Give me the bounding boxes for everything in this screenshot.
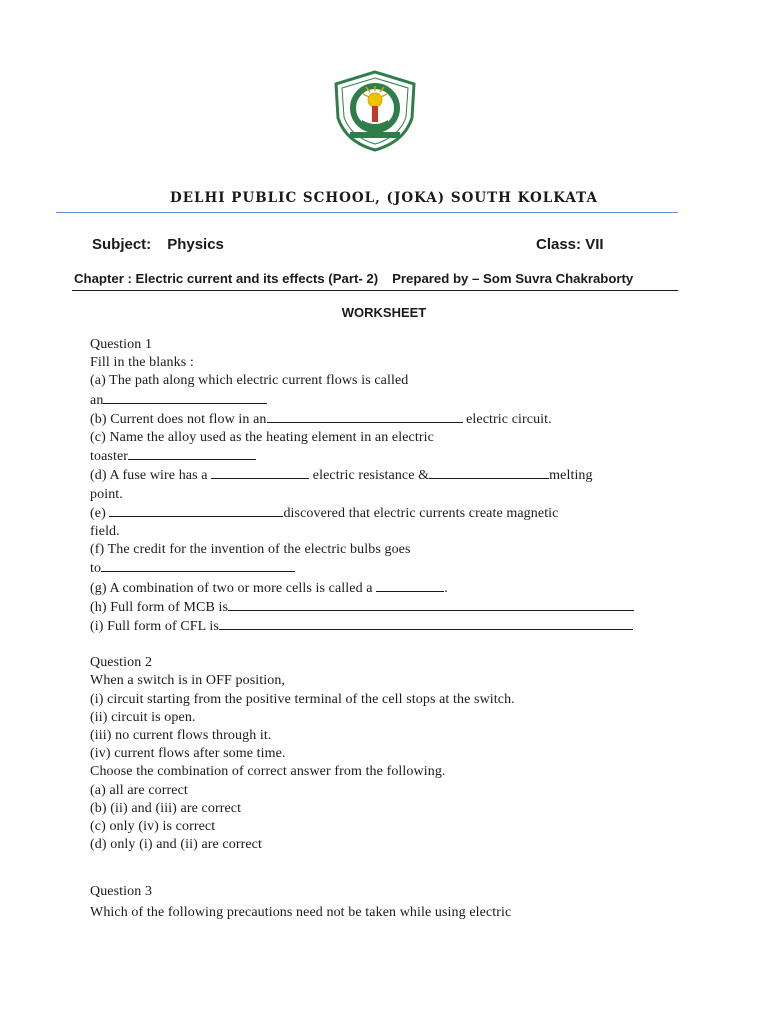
q1-c-line1: (c) Name the alloy used as the heating element in an electric (90, 430, 434, 446)
q2-option-b: (b) (ii) and (iii) are correct (90, 800, 242, 816)
chapter-line (74, 271, 633, 286)
q1-e-line1: (e) discovered that electric currents create magnetic (90, 505, 559, 521)
q1-d-line1: (d) A fuse wire has a electric resistance & melting (90, 468, 593, 484)
subject-value: Physics (167, 236, 224, 253)
q1-b: (b) Current does not flow in an electric circuit. (90, 411, 552, 427)
spacer (90, 636, 690, 654)
q1-intro: Fill in the blanks : (90, 355, 194, 371)
q3-title: Question 3 (90, 884, 153, 900)
answer-blank[interactable] (101, 559, 295, 572)
school-crest-icon (332, 70, 418, 152)
q1-c-line2: toaster (90, 447, 690, 466)
q2-intro: When a switch is in OFF position, (90, 673, 286, 689)
q2-statement-2: (ii) circuit is open. (90, 709, 196, 725)
q2-option-c: (c) only (iv) is correct (90, 819, 216, 835)
worksheet-body (90, 336, 690, 922)
q2-prompt: Choose the combination of correct answer from the following. (90, 764, 446, 780)
answer-blank[interactable] (429, 466, 549, 479)
answer-blank[interactable] (109, 504, 283, 517)
q2-option-d: (d) only (i) and (ii) are correct (90, 837, 262, 853)
header-divider (56, 212, 678, 213)
q1-g: (g) A combination of two or more cells is called a . (90, 580, 448, 596)
subject-label: Subject: (92, 236, 152, 253)
q1-a-line1: (a) The path along which electric current flows is called (90, 373, 409, 389)
q1-d-line2: point. (90, 486, 123, 502)
q2-statement-3: (iii) no current flows through it. (90, 728, 272, 744)
class-label: Class: VII (536, 236, 604, 253)
subject-line (92, 236, 224, 253)
answer-blank[interactable] (128, 447, 256, 460)
answer-blank[interactable] (103, 391, 267, 404)
q1-h: (h) Full form of MCB is (90, 598, 690, 617)
q1-f-line1: (f) The credit for the invention of the electric bulbs goes (90, 542, 411, 558)
answer-blank[interactable] (228, 598, 634, 611)
q1-e-line2: field. (90, 524, 120, 540)
q2-option-a: (a) all are correct (90, 782, 188, 798)
q2-title: Question 2 (90, 655, 153, 671)
q1-a-line2: an (90, 391, 690, 410)
school-name: DELHI PUBLIC SCHOOL, (JOKA) SOUTH KOLKATA (170, 190, 598, 206)
q1-f-line2: to (90, 559, 690, 578)
q2-statement-4: (iv) current flows after some time. (90, 746, 286, 762)
answer-blank[interactable] (267, 410, 463, 423)
answer-blank[interactable] (211, 466, 309, 479)
chapter-divider (72, 290, 678, 291)
q1-i: (i) Full form of CFL is (90, 617, 690, 636)
q3-text: Which of the following precautions need not be taken while using electric (90, 904, 512, 920)
worksheet-title: WORKSHEET (341, 305, 427, 320)
chapter-label: Chapter : Electric current and its effects (Part- 2) (74, 271, 379, 286)
q1-title: Question 1 (90, 337, 153, 352)
answer-blank[interactable] (219, 617, 633, 630)
q2-statement-1: (i) circuit starting from the positive terminal of the cell stops at the switch. (90, 691, 515, 707)
prepared-by: Prepared by – Som Suvra Chakraborty (392, 271, 634, 286)
answer-blank[interactable] (376, 579, 444, 592)
spacer (90, 854, 690, 883)
